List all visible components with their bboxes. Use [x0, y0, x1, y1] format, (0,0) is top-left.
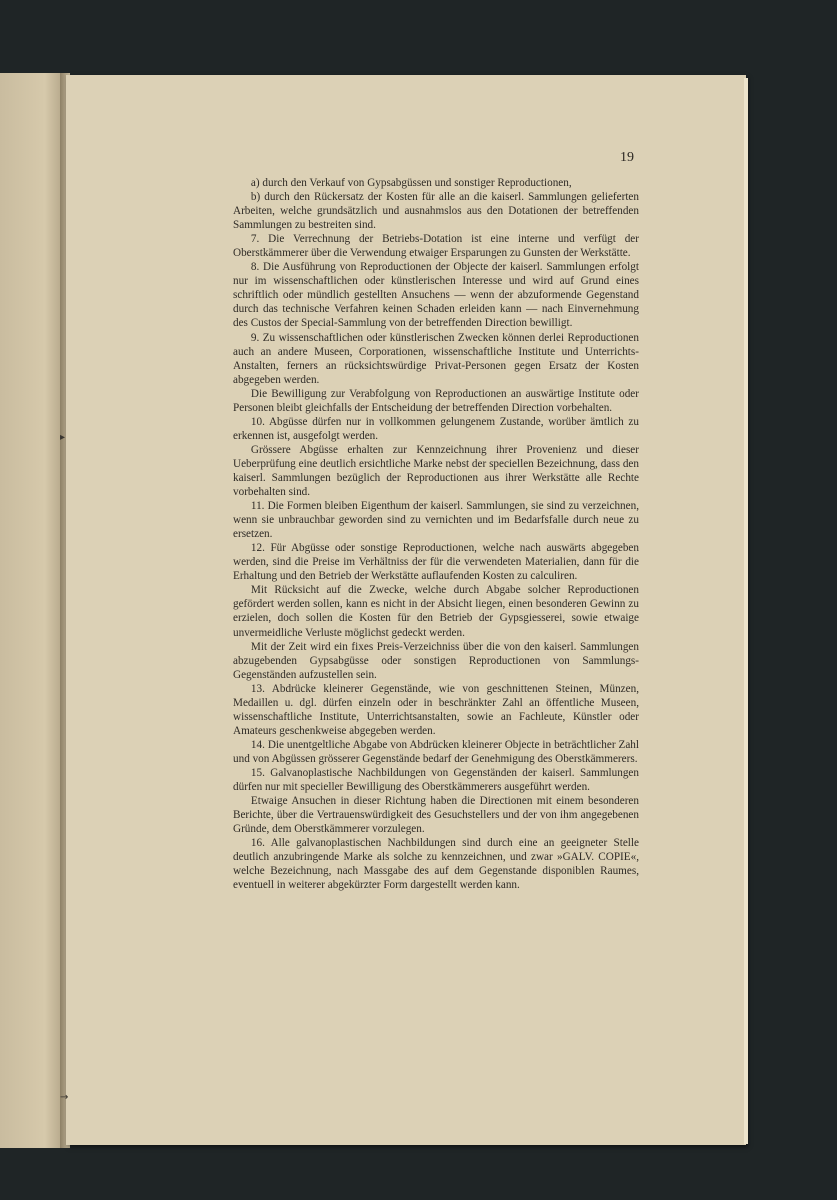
paragraph-12-continued: Mit Rücksicht auf die Zwecke, welche durch Abgabe solcher Reproductionen gefördert werden sollen, kann es nicht in der Absicht liegen, einen besonderen Gewinn zu erzielen, doch sollen die Kosten für den Betrieb der Gypsgiesserei, sowie etwaige unvermeidliche Verluste möglichst gedeckt werden.: [233, 584, 639, 639]
paragraph-16: 16. Alle galvanoplastischen Nachbildungen sind durch eine an geeigneter Stelle deutlich anzubringende Marke als solche zu kennzeichnen, und zwar »GALV. COPIE«, welche Bezeichnung, nach Massgabe des auf dem Gegenstande disponiblen Raumes, eventuell in weiterer abgekürzter Form dargestellt werden kann.: [233, 837, 639, 892]
paragraph-12-price-list: Mit der Zeit wird ein fixes Preis-Verzeichniss über die von den kaiserl. Sammlungen abzugebenden Gypsabgüsse oder sonstigen Reproductionen von Sammlungs-Gegenständen aufzustellen sein.: [233, 640, 639, 681]
facing-page-edge: [0, 73, 64, 1148]
margin-arrow-mark: →: [60, 1092, 69, 1103]
paragraph-9: 9. Zu wissenschaftlichen oder künstlerischen Zwecken können derlei Reproductionen auch an andere Museen, Corporationen, wissenschaftliche Institute und Unterrichts-Anstalten, ferners an rücksichtswürdige Privat-Personen gegen Ersatz der Kosten abgegeben werden.: [233, 331, 639, 386]
paragraph-7: 7. Die Verrechnung der Betriebs-Dotation ist eine interne und verfügt der Oberstkämmerer über die Verwendung etwaiger Ersparungen zu Gunsten der Werkstätte.: [233, 233, 639, 260]
margin-mark: ▸: [60, 432, 66, 443]
paragraph-15: 15. Galvanoplastische Nachbildungen von Gegenständen der kaiserl. Sammlungen dürfen nur mit specieller Bewilligung des Oberstkämmerers ausgeführt werden.: [233, 766, 639, 794]
page-edge: [744, 78, 748, 1144]
paragraph-8: 8. Die Ausführung von Reproductionen der Objecte der kaiserl. Sammlungen erfolgt nur im wissenschaftlichen oder künstlerischen Interesse und wird auf Grund eines schriftlich oder mündlich gestellten Ansuchens — wenn der abzuformende Gegenstand durch das technische Verfahren keinen Schaden erleiden kann — nach Einvernehmung des Custos der Special-Sammlung von der betreffenden Direction bewilligt.: [233, 261, 639, 330]
paragraph-a: a) durch den Verkauf von Gypsabgüssen und sonstiger Reproductionen,: [250, 177, 572, 189]
paragraph-12: 12. Für Abgüsse oder sonstige Reproductionen, welche nach auswärts abgegeben werden, sind die Preise im Verhältniss der für die verwendeten Materialien, dann für die Erhaltung und den Betrieb der Werkstätte auflaufenden Kosten zu calculiren.: [233, 542, 639, 583]
paragraph-9-continued: Die Bewilligung zur Verabfolgung von Reproductionen an auswärtige Institute oder Personen bleibt gleichfalls der Entscheidung der betreffenden Direction vorbehalten.: [233, 387, 639, 414]
paragraph-14: 14. Die unentgeltliche Abgabe von Abdrücken kleinerer Objecte in beträchtlicher Zahl und von Abgüssen grösserer Gegenstände bedarf der Genehmigung des Oberstkämmerers.: [233, 738, 639, 765]
paragraph-11: 11. Die Formen bleiben Eigenthum der kaiserl. Sammlungen, sie sind zu verzeichnen, wenn sie unbrauchbar geworden sind zu vernichten und im Bedarfsfalle durch neue zu ersetzen.: [233, 500, 639, 541]
body-text: [233, 176, 639, 892]
paragraph-10-continued: Grössere Abgüsse erhalten zur Kennzeichnung ihrer Provenienz und dieser Ueberprüfung eine deutlich ersichtliche Marke nebst der speciellen Bezeichnung, dass den kaiserl. Sammlungen bezüglich der Reproductionen aus ihrer Werkstätte alle Rechte vorbehalten sind.: [233, 443, 639, 499]
paragraph-b: b) durch den Rückersatz der Kosten für alle an die kaiserl. Sammlungen gelieferten Arbeiten, welche grundsätzlich und ausnahmslos aus den Dotationen der betreffenden Sammlungen zu bestreiten sind.: [233, 191, 639, 232]
paragraph-13: 13. Abdrücke kleinerer Gegenstände, wie von geschnittenen Steinen, Münzen, Medaillen u. dgl. dürfen einzeln oder in beschränkter Zahl an öffentliche Museen, wissenschaftliche Institute, Unterrichtsanstalten, sowie an Fachleute, Künstler oder Amateurs geschenkweise abgegeben werden.: [233, 682, 639, 737]
paragraph-10: 10. Abgüsse dürfen nur in vollkommen gelungenem Zustande, worüber ämtlich zu erkennen ist, ausgefolgt werden.: [233, 415, 639, 442]
paragraph-15-continued: Etwaige Ansuchen in dieser Richtung haben die Directionen mit einem besonderen Berichte, über die Vertrauenswürdigkeit des Gesuchstellers und der von ihm angegebenen Gründe, dem Oberstkämmerer vorzulegen.: [233, 795, 639, 836]
page-number: 19: [620, 150, 634, 165]
